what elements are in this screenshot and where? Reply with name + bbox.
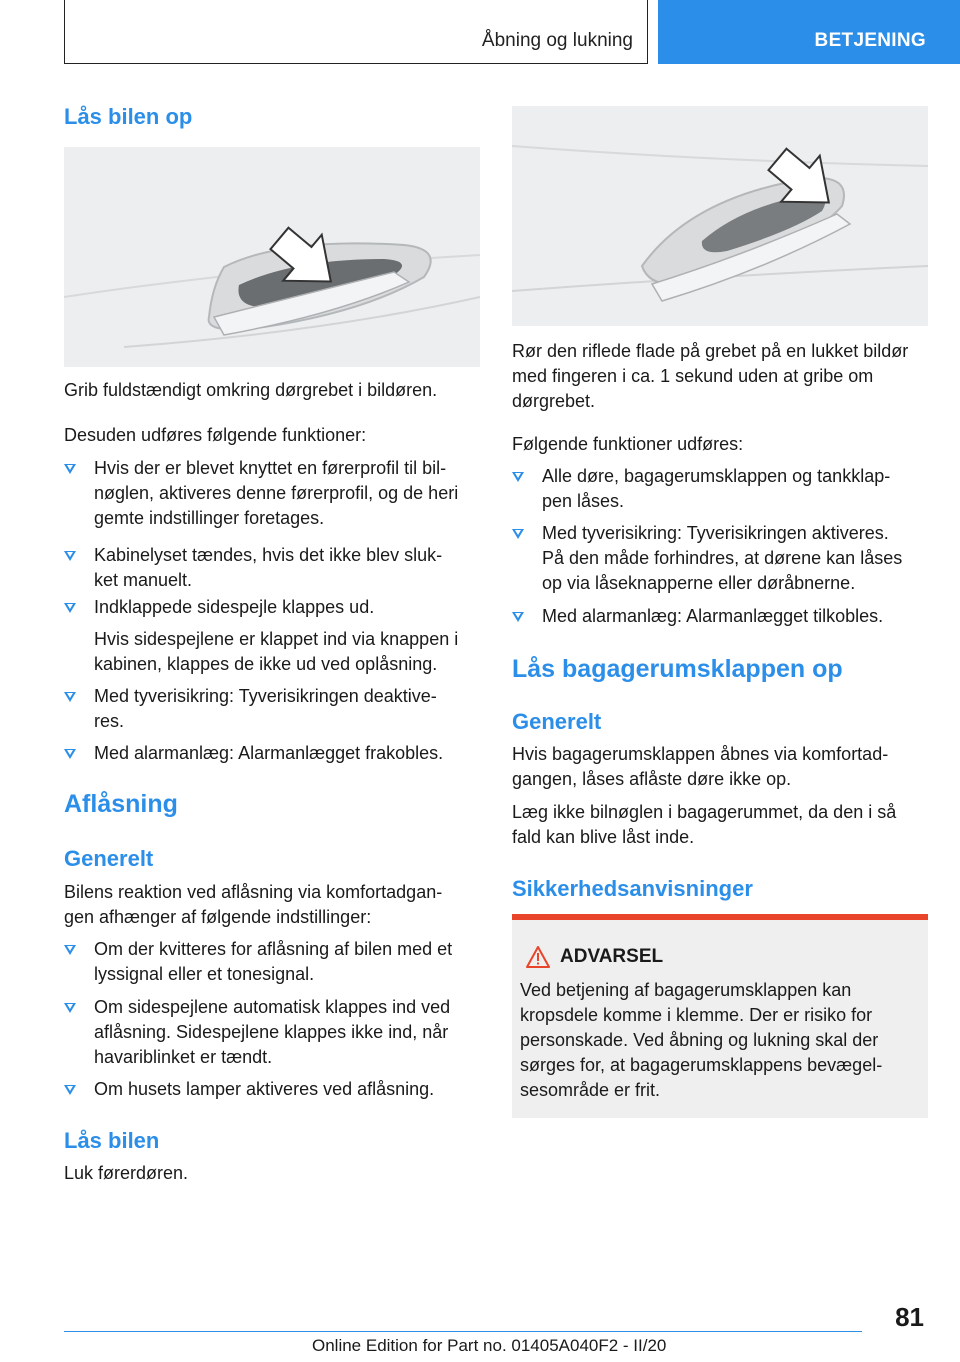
bullet-triangle-icon [512,529,524,539]
caption-unlock: Grib fuldstændigt omkring dørgrebet i bildøren. [64,380,438,400]
list-item [64,937,480,987]
intro-unlock: Desuden udføres følgende funktioner: [64,425,367,445]
bullet-triangle-icon [64,1085,76,1095]
subsection-title-general-locking: Generelt [64,846,154,871]
general-locking-text: Bilens reaktion ved aflåsning via komfortadgan- gen afhænger af følgende indstillinger: [64,882,443,927]
bullet-triangle-icon [64,603,76,613]
page-number: 81 [895,1302,924,1332]
list-item-text: Med alarmanlæg: Alarmanlægget frakobles. [94,743,444,763]
bullet-triangle-icon [64,551,76,561]
list-item-text: Hvis der er blevet knyttet en førerprofil til bil- nøglen, aktiveres denne førerprofil, og de heri gemte indstillinger foretages. [94,458,459,528]
subsection-title-general-tailgate: Generelt [512,709,602,734]
section-title-unlock-tailgate: Lås bagagerumsklappen op [512,655,843,683]
lock-car-text: Luk førerdøren. [64,1163,189,1183]
list-item-text: Med tyverisikring: Tyverisikringen deaktive- res. [94,686,437,731]
header-section-title: Åbning og lukning [481,30,633,51]
bullet-triangle-icon [64,945,76,955]
list-item [64,456,480,531]
list-item-text: Med tyverisikring: Tyverisikringen aktiveres. På den måde forhindres, at dørene kan låses op via låseknapperne eller døråbnerne. [542,523,903,593]
list-item [64,1077,480,1102]
subsection-title-safety: Sikkerhedsanvisninger [512,876,753,901]
bullet-triangle-icon [512,612,524,622]
bullet-triangle-icon [64,692,76,702]
list-item [64,543,480,593]
door-handle-illustration [64,147,480,367]
list-item-text: Om husets lamper aktiveres ved aflåsning. [94,1079,435,1099]
list-item-text: Med alarmanlæg: Alarmanlægget tilkobles. [542,606,884,626]
list-item-text: Alle døre, bagagerumsklappen og tankklap- pen låses. [542,466,891,511]
header-section-box [64,0,648,64]
list-item [64,595,480,620]
section-title-locking: Aflåsning [64,790,178,818]
subsection-title-lock-car: Lås bilen [64,1128,160,1153]
list-item [64,995,480,1070]
warning-triangle-icon [526,946,550,968]
list-item [64,684,480,734]
door-handle-touch-illustration [512,106,928,326]
section-title-unlock: Lås bilen op [64,104,193,129]
door-handle-image-lock [512,106,928,326]
list-item-text: Om sidespejlene automatisk klappes ind ved aflåsning. Sidespejlene klappes ikke ind, når havariblinket er tændt. [94,997,451,1067]
general-tailgate-text-2: Læg ikke bilnøglen i bagagerummet, da den i så fald kan blive låst inde. [512,802,897,847]
header-chapter-label: BETJENING [814,30,926,51]
footer-divider [64,1331,862,1332]
list-item [512,464,928,514]
caption-lock: Rør den riflede flade på grebet på en lukket bildør med fingeren i ca. 1 sekund uden at gribe om dørgrebet. [512,341,909,411]
bullet-triangle-icon [64,464,76,474]
list-item [512,521,928,596]
bullet-triangle-icon [64,749,76,759]
intro-lock: Følgende funktioner udføres: [512,434,744,454]
header-chapter-tab [658,0,960,64]
door-handle-image-unlock [64,147,480,367]
warning-label: ADVARSEL [560,946,664,967]
list-item-extra-text: Hvis sidespejlene er klappet ind via knappen i kabinen, klappes de ikke ud ved oplåsning. [94,629,459,674]
list-item [512,604,928,629]
warning-text: Ved betjening af bagagerumsklappen kan kropsdele komme i klemme. Der er risiko for personskade. Ved åbning og lukning skal der sørges for, at bagagerumsklappens bevægel- sesområde er frit. [520,980,883,1100]
list-item-text: Om der kvitteres for aflåsning af bilen med et lyssignal eller et tonesignal. [94,939,453,984]
list-item-text: Indklappede sidespejle klappes ud. [94,597,375,617]
bullet-triangle-icon [512,472,524,482]
list-item [64,741,480,766]
bullet-triangle-icon [64,1003,76,1013]
list-item-text: Kabinelyset tændes, hvis det ikke blev sluk- ket manuelt. [94,545,443,590]
footer-edition: Online Edition for Part no. 01405A040F2 - II/20 [312,1336,667,1355]
general-tailgate-text-1: Hvis bagagerumsklappen åbnes via komfortad- gangen, låses aflåste døre ikke op. [512,744,889,789]
warning-box [512,914,928,1118]
